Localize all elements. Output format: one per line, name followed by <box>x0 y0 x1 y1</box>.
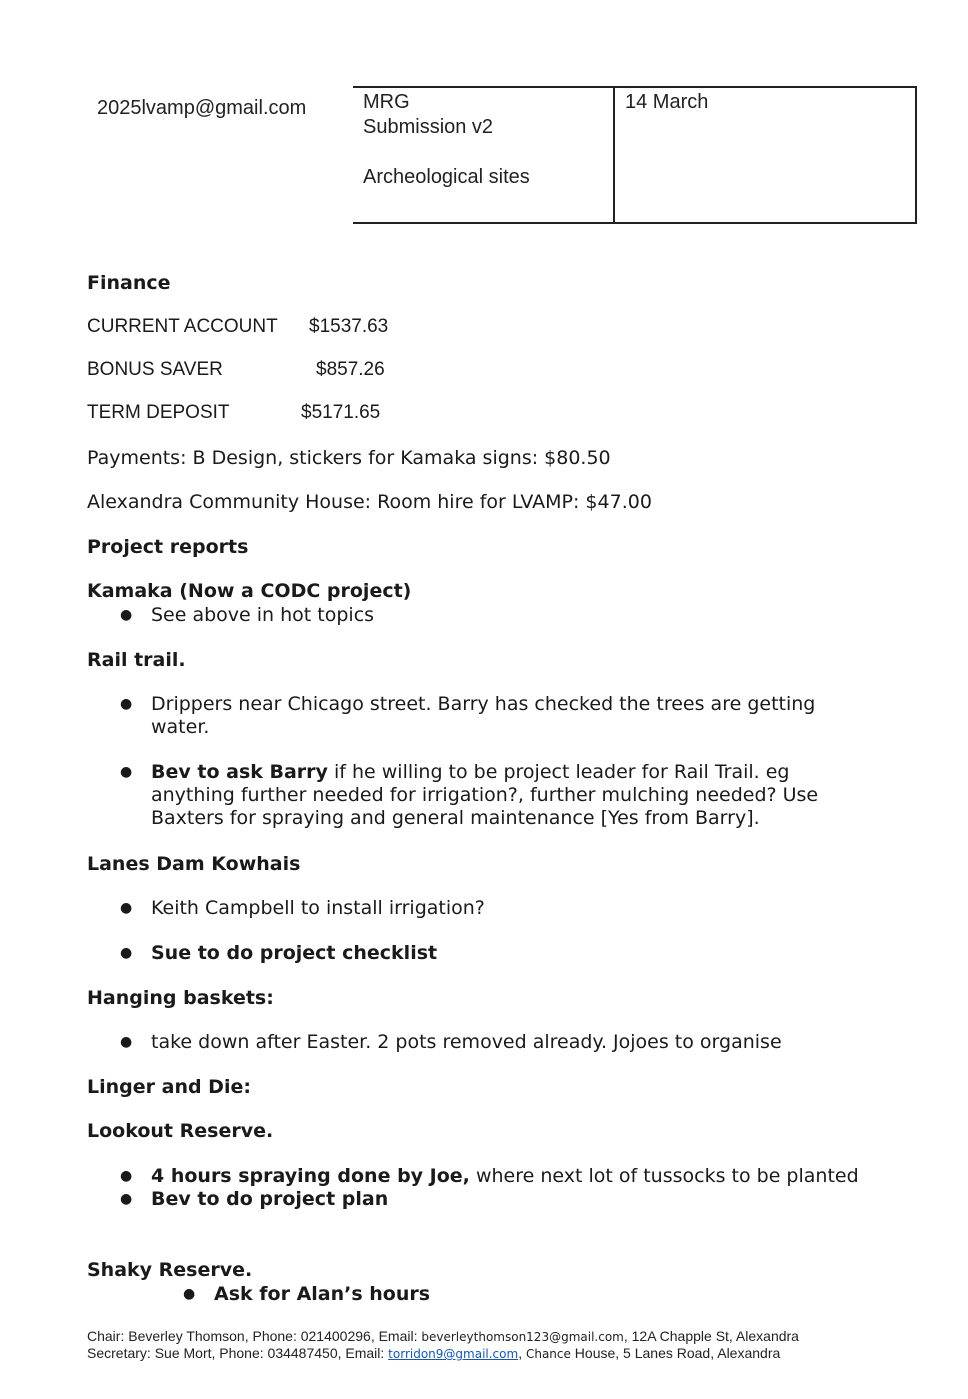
list-item-bold: 4 hours spraying done by Joe, <box>151 1165 470 1187</box>
footer-separator: , <box>518 1345 526 1361</box>
list-item-text: anything further needed for irrigation?, further mulching needed? Use <box>151 784 819 806</box>
list-item-text: Drippers near Chicago street. Barry has checked the trees are getting <box>151 693 816 715</box>
shaky-reserve-list <box>183 1283 430 1306</box>
footer-chair <box>87 1328 799 1344</box>
list-item <box>120 1031 782 1054</box>
account-row-bonus <box>87 359 385 381</box>
lookout-reserve-list <box>120 1165 859 1211</box>
kamaka-list <box>120 604 374 627</box>
footer-secretary-address: House, 5 Lanes Road, Alexandra <box>570 1345 781 1361</box>
footer-secretary <box>87 1345 780 1361</box>
finance-heading: Finance <box>87 272 171 294</box>
list-item <box>120 761 818 830</box>
hanging-baskets-heading: Hanging baskets: <box>87 987 274 1009</box>
account-amount: $5171.65 <box>301 402 381 423</box>
list-item-text: where next lot of tussocks to be planted <box>469 1165 859 1187</box>
footer-chair-address: , 12A Chapple St, Alexandra <box>623 1328 799 1344</box>
list-item <box>120 1165 859 1188</box>
account-amount: $1537.63 <box>309 316 389 337</box>
payment-line: Payments: B Design, stickers for Kamaka signs: $80.50 <box>87 447 611 469</box>
account-label: TERM DEPOSIT <box>87 402 230 423</box>
header-table <box>353 86 917 224</box>
list-item-text: See above in hot topics <box>151 604 375 626</box>
list-item-bold: Bev to ask Barry <box>151 761 328 783</box>
list-item-text: Keith Campbell to install irrigation? <box>151 897 485 919</box>
header-date: 14 March <box>625 91 709 113</box>
list-item <box>120 942 485 965</box>
kamaka-heading: Kamaka (Now a CODC project) <box>87 580 412 602</box>
list-item <box>120 693 818 739</box>
footer-chair-prefix: Chair: Beverley Thomson, Phone: 021400296, Email: <box>87 1328 422 1344</box>
account-label: BONUS SAVER <box>87 359 223 380</box>
lanes-dam-heading: Lanes Dam Kowhais <box>87 853 301 875</box>
header-submission-cell <box>353 87 614 223</box>
linger-and-die-heading: Linger and Die: <box>87 1076 251 1098</box>
list-item <box>120 897 485 920</box>
project-reports-heading: Project reports <box>87 536 249 558</box>
header-line-mrg: MRG <box>363 91 410 113</box>
rail-trail-list <box>120 693 818 830</box>
account-row-term <box>87 402 381 424</box>
rail-trail-heading: Rail trail. <box>87 649 186 671</box>
footer-secretary-email-link[interactable]: torridon9@gmail.com <box>388 1347 519 1361</box>
account-amount: $857.26 <box>316 359 385 380</box>
list-item <box>183 1283 430 1306</box>
lanes-dam-list <box>120 897 485 965</box>
payment-line: Alexandra Community House: Room hire for LVAMP: $47.00 <box>87 491 652 513</box>
header-email: 2025lvamp@gmail.com <box>97 97 307 119</box>
list-item-text: Sue to do project checklist <box>151 942 438 964</box>
account-row-current <box>87 316 389 338</box>
header-line-archeological: Archeological sites <box>363 166 530 188</box>
list-item <box>120 1188 859 1211</box>
lookout-reserve-heading: Lookout Reserve. <box>87 1120 274 1142</box>
footer-chair-email: beverleythomson123@gmail.com <box>421 1330 624 1344</box>
footer-chance: Chance <box>525 1347 571 1361</box>
footer-secretary-prefix: Secretary: Sue Mort, Phone: 034487450, Email: <box>87 1345 389 1361</box>
list-item <box>120 604 374 627</box>
list-item-text: water. <box>151 716 210 738</box>
list-item-text: take down after Easter. 2 pots removed already. Jojoes to organise <box>151 1031 782 1053</box>
list-item-text: Bev to do project plan <box>151 1188 389 1210</box>
list-item-text: Baxters for spraying and general maintenance [Yes from Barry]. <box>151 807 760 829</box>
hanging-baskets-list <box>120 1031 782 1054</box>
header-line-submission: Submission v2 <box>363 116 494 138</box>
list-item-text: Ask for Alan’s hours <box>214 1283 431 1305</box>
header-date-cell <box>614 87 916 223</box>
shaky-reserve-heading: Shaky Reserve. <box>87 1259 253 1281</box>
list-item-text: if he willing to be project leader for Rail Trail. eg <box>327 761 790 783</box>
account-label: CURRENT ACCOUNT <box>87 316 278 337</box>
